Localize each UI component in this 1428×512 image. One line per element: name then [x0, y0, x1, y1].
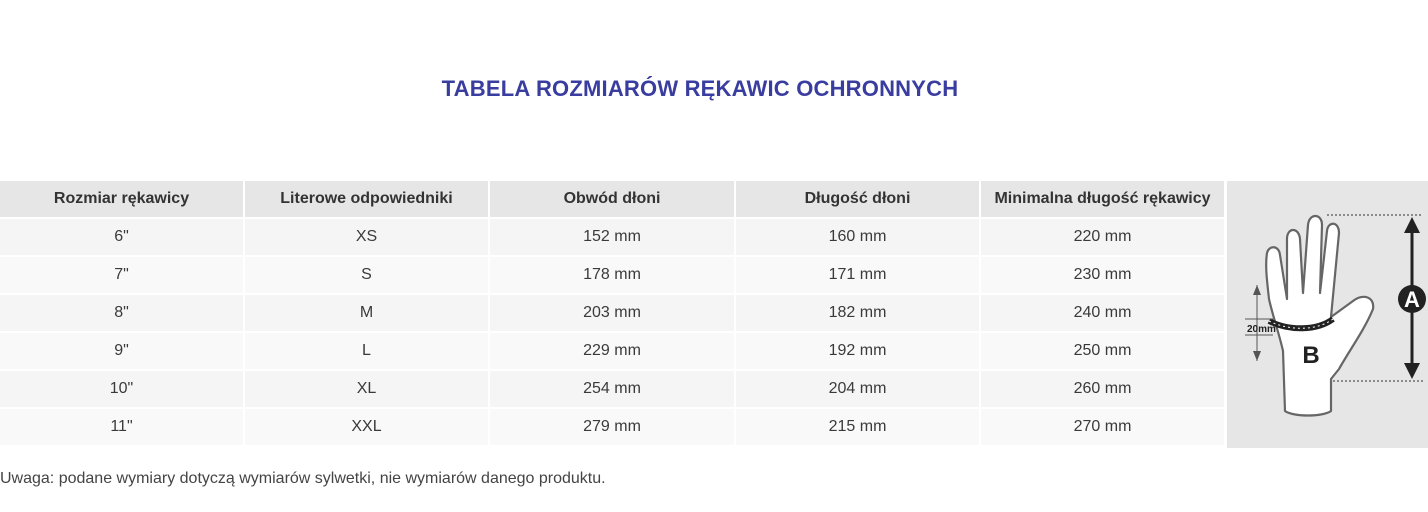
table-header-row: [0, 181, 1226, 219]
table-cell: 152 mm: [490, 219, 736, 257]
table-cell: 240 mm: [981, 295, 1226, 333]
table-cell: 220 mm: [981, 219, 1226, 257]
header-glove-size: Rozmiar rękawicy: [0, 181, 245, 219]
table-cell: XS: [245, 219, 490, 257]
table-row: [0, 219, 1226, 257]
header-letter-size: Literowe odpowiedniki: [245, 181, 490, 219]
table-cell: 9": [0, 333, 245, 371]
header-min-glove-length: Minimalna długość rękawicy: [981, 181, 1226, 219]
header-hand-circumference: Obwód dłoni: [490, 181, 736, 219]
label-a: A: [1404, 287, 1420, 312]
hand-measurement-diagram: [1227, 181, 1428, 448]
label-width: 20mm: [1247, 324, 1276, 335]
table-cell: 160 mm: [736, 219, 981, 257]
table-row: [0, 333, 1226, 371]
table-cell: XL: [245, 371, 490, 409]
table-cell: L: [245, 333, 490, 371]
table-cell: 250 mm: [981, 333, 1226, 371]
table-cell: 6": [0, 219, 245, 257]
size-table: [0, 181, 1226, 447]
table-row: [0, 371, 1226, 409]
header-hand-length: Długość dłoni: [736, 181, 981, 219]
table-row: [0, 257, 1226, 295]
table-row: [0, 409, 1226, 447]
table-cell: 7": [0, 257, 245, 295]
table-cell: 279 mm: [490, 409, 736, 447]
table-cell: 171 mm: [736, 257, 981, 295]
table-cell: 204 mm: [736, 371, 981, 409]
table-cell: 215 mm: [736, 409, 981, 447]
table-cell: 11": [0, 409, 245, 447]
page-title: TABELA ROZMIARÓW RĘKAWIC OCHRONNYCH: [441, 76, 959, 101]
footnote: Uwaga: podane wymiary dotyczą wymiarów sylwetki, nie wymiarów danego produktu.: [0, 470, 606, 487]
table-cell: XXL: [245, 409, 490, 447]
label-b: B: [1302, 342, 1320, 369]
table-cell: M: [245, 295, 490, 333]
table-cell: 260 mm: [981, 371, 1226, 409]
table-cell: 254 mm: [490, 371, 736, 409]
table-cell: 192 mm: [736, 333, 981, 371]
table-cell: 229 mm: [490, 333, 736, 371]
table-cell: 10": [0, 371, 245, 409]
table-cell: 182 mm: [736, 295, 981, 333]
table-cell: 270 mm: [981, 409, 1226, 447]
hand-outline-icon: [1227, 181, 1428, 448]
table-cell: 178 mm: [490, 257, 736, 295]
table-cell: S: [245, 257, 490, 295]
table-cell: 230 mm: [981, 257, 1226, 295]
table-row: [0, 295, 1226, 333]
table-cell: 203 mm: [490, 295, 736, 333]
table-cell: 8": [0, 295, 245, 333]
